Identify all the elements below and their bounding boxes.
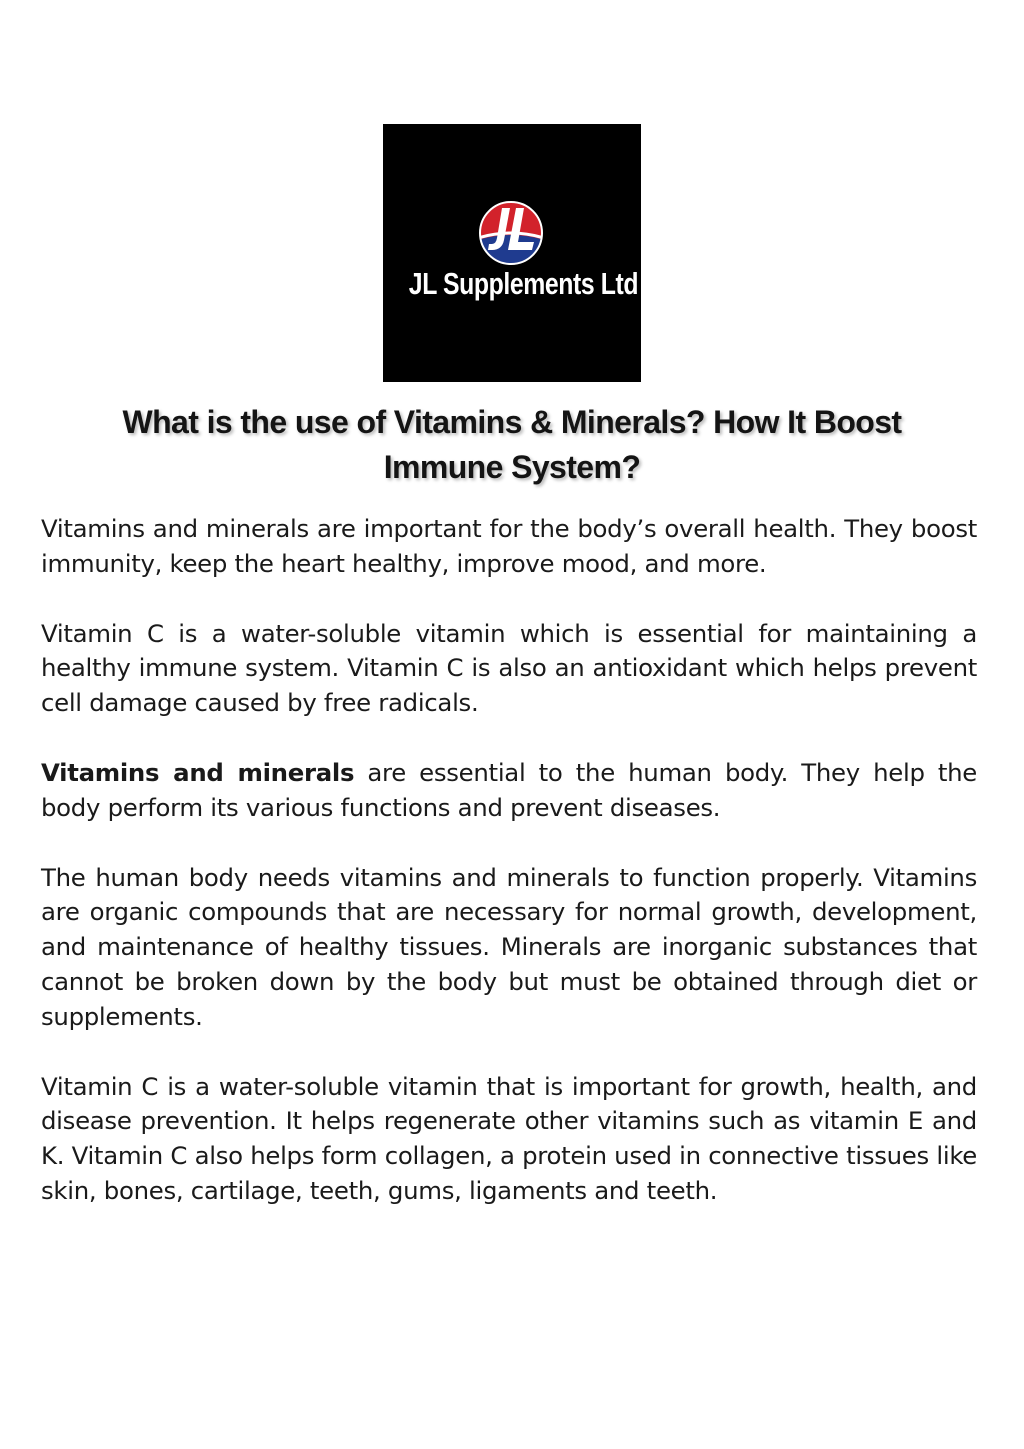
paragraph-4: The human body needs vitamins and minerals to function properly. Vitamins are organic compounds that are necessary for normal growth, development, and maintenance of healthy tissues. Minerals are inorganic substances that cannot be broken down by the body but must be obtained through diet or supplements.: [41, 862, 977, 1031]
paragraph-5: Vitamin C is a water-soluble vitamin that is important for growth, health, and disease prevention. It helps regenerate other vitamins such as vitamin E and K. Vitamin C also helps form collagen, a protein used in connective tissues like skin, bones, cartilage, teeth, gums, ligaments and teeth.: [41, 1071, 977, 1205]
paragraph-2: Vitamin C is a water-soluble vitamin which is essential for maintaining a healthy immune system. Vitamin C is also an antioxidant which helps prevent cell damage caused by free radicals.: [41, 618, 977, 718]
company-logo: [383, 124, 641, 382]
page-title: What is the use of Vitamins & Minerals? How It Boost Immune System?: [122, 404, 902, 485]
logo-wordmark: JL Supplements Ltd: [408, 266, 639, 301]
paragraph-3-text: are essential to the human body. They help the body perform its various functions and prevent diseases.: [41, 757, 977, 822]
bold-phrase: Vitamins and minerals: [41, 757, 355, 787]
jl-monogram-icon: [478, 200, 544, 266]
paragraph-3: [41, 756, 977, 826]
paragraph-1: Vitamins and minerals are important for the body’s overall health. They boost immunity, keep the heart healthy, improve mood, and more.: [41, 514, 977, 578]
article-body: [41, 512, 977, 1244]
